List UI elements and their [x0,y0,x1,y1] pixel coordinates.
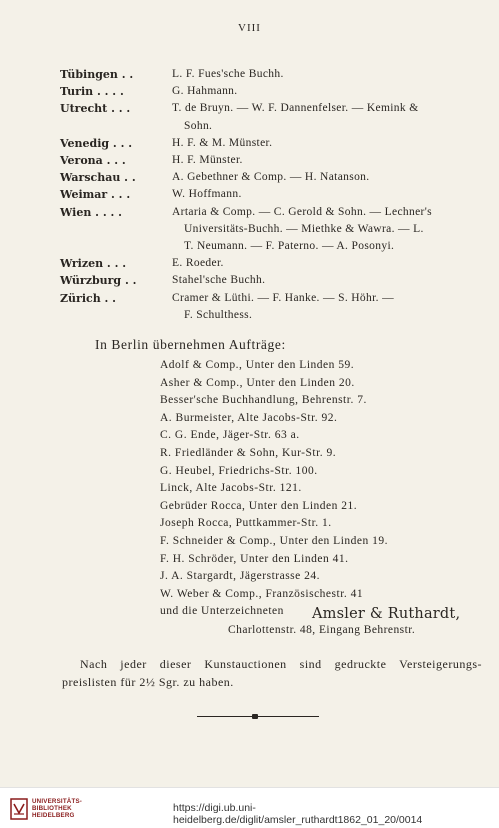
library-name: UNIVERSITÄTS- BIBLIOTHEK HEIDELBERG [32,798,83,820]
berlin-agent: F. Schneider & Comp., Unter den Linden 19. [160,534,389,547]
dealer-entry [60,66,480,83]
berlin-agent: und die Unterzeichneten [160,605,284,618]
dealer-names: E. Roeder. [172,257,224,270]
dealer-names: L. F. Fues'sche Buchh. [172,68,284,80]
berlin-agent: Adolf & Comp., Unter den Linden 59. [160,359,355,371]
berlin-agent: A. Burmeister, Alte Jacobs-Str. 92. [160,411,338,424]
dealer-city [60,238,172,255]
dealer-entry [60,221,480,238]
page-number: VIII [238,22,261,34]
dealer-city: Würzburg . . [60,274,137,288]
closing-line: preislisten für 2½ Sgr. zu haben. [62,675,234,689]
berlin-agent: Joseph Rocca, Puttkammer-Str. 1. [160,517,332,530]
university-library-logo-icon [10,798,28,820]
dealer-names: A. Gebethner & Comp. — H. Natanson. [172,171,370,184]
dealer-names: T. de Bruyn. — W. F. Dannenfelser. — Kemink & [172,102,419,115]
dealer-city [60,307,172,324]
berlin-agent: Linck, Alte Jacobs-Str. 121. [160,482,302,495]
berlin-agent: G. Heubel, Friedrichs-Str. 100. [160,464,318,477]
signature-address: Charlottenstr. 48, Eingang Behrenstr. [228,624,416,636]
dealer-names: Artaria & Comp. — C. Gerold & Sohn. — Lechner's [172,205,432,218]
dealer-city: Verona . . . [60,154,126,168]
dealer-city: Utrecht . . . [60,102,131,116]
dealer-names: H. F. & M. Münster. [172,136,273,149]
dealer-city: Zürich . . [60,291,117,305]
dealer-entry [60,255,480,272]
viewer-footer [0,787,499,828]
berlin-agent: Gebrüder Rocca, Unter den Linden 21. [160,499,358,512]
dealer-entry [60,307,480,324]
closing-paragraph [62,655,482,691]
dealer-entry [60,290,480,307]
permalink-url[interactable]: https://digi.ub.uni-heidelberg.de/diglit/amsler_ruthardt1862_01_20/0014 [173,802,423,826]
berlin-agent: Asher & Comp., Unter den Linden 20. [160,376,355,389]
dealer-entry [60,186,480,203]
end-rule [197,716,319,717]
berlin-agent: F. H. Schröder, Unter den Linden 41. [160,552,349,565]
dealer-city: Wien . . . . [60,205,122,219]
berlin-heading: In Berlin übernehmen Aufträge: [95,337,286,352]
berlin-agent: W. Weber & Comp., Französischestr. 41 [160,587,364,600]
dealer-names: W. Hoffmann. [172,188,242,201]
dealer-entry [60,83,480,100]
dealer-names: Sohn. [184,119,213,132]
dealer-entry [60,100,480,117]
signature: Amsler & Ruthardt, [312,606,461,622]
dealer-city [60,221,172,238]
berlin-agent: Besser'sche Buchhandlung, Behrenstr. 7. [160,394,367,407]
dealer-city: Warschau . . [60,171,136,185]
dealer-city: Turin . . . . [60,85,124,99]
berlin-agent: C. G. Ende, Jäger-Str. 63 a. [160,429,300,442]
berlin-agent-list [160,357,490,621]
dealer-list [60,66,480,324]
dealer-names: Stahel'sche Buchh. [172,274,266,287]
end-rule-ornament [252,714,258,719]
dealer-names: F. Schulthess. [184,308,253,321]
dealer-entry [60,204,480,221]
berlin-agent: J. A. Stargardt, Jägerstrasse 24. [160,570,321,583]
dealer-entry [60,169,480,186]
dealer-entry [60,135,480,152]
dealer-names: Cramer & Lüthi. — F. Hanke. — S. Höhr. — [172,291,394,304]
berlin-agent: R. Friedländer & Sohn, Kur-Str. 9. [160,446,337,459]
dealer-names: G. Hahmann. [172,85,238,98]
closing-line: Nach jeder dieser Kunstauctionen sind gedruckte Versteigerungs- [80,657,482,671]
dealer-entry [60,118,480,135]
dealer-names: T. Neumann. — F. Paterno. — A. Posonyi. [184,240,395,253]
dealer-city: Venedig . . . [60,136,133,150]
dealer-entry [60,272,480,289]
dealer-city: Tübingen . . [60,68,134,81]
dealer-city: Weimar . . . [60,188,131,202]
dealer-entry [60,152,480,169]
dealer-entry [60,238,480,255]
dealer-names: H. F. Münster. [172,154,243,167]
dealer-city [60,118,172,135]
dealer-city: Wrizen . . . [60,257,127,271]
dealer-names: Universitäts-Buchh. — Miethke & Wawra. — L. [184,222,424,235]
